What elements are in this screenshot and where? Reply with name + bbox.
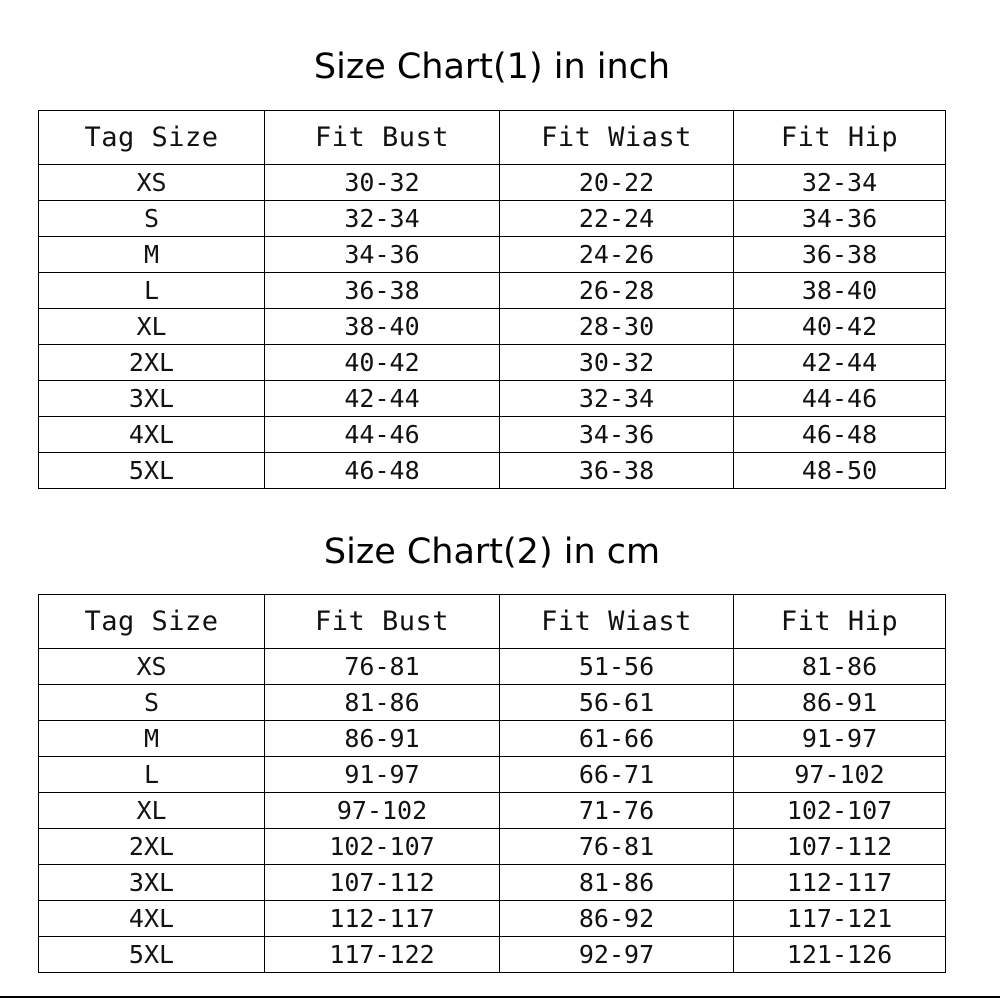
cell-fit-bust: 112-117 bbox=[265, 901, 500, 937]
cell-fit-hip: 97-102 bbox=[734, 757, 946, 793]
table-row bbox=[39, 453, 946, 489]
header-fit-bust: Fit Bust bbox=[265, 111, 500, 165]
table-row bbox=[39, 721, 946, 757]
size-chart-cm-title: Size Chart(2) in cm bbox=[323, 532, 661, 572]
cell-tag-size: M bbox=[39, 721, 265, 757]
cell-fit-waist: 34-36 bbox=[500, 417, 734, 453]
cell-fit-waist: 86-92 bbox=[500, 901, 734, 937]
cell-fit-waist: 28-30 bbox=[500, 309, 734, 345]
cell-fit-hip: 81-86 bbox=[734, 649, 946, 685]
table-row bbox=[39, 649, 946, 685]
table-row bbox=[39, 685, 946, 721]
cell-fit-waist: 61-66 bbox=[500, 721, 734, 757]
cell-fit-waist: 22-24 bbox=[500, 201, 734, 237]
header-tag-size: Tag Size bbox=[39, 595, 265, 649]
cell-fit-waist: 81-86 bbox=[500, 865, 734, 901]
size-chart-inch-table bbox=[38, 110, 946, 489]
cell-fit-bust: 34-36 bbox=[265, 237, 500, 273]
cell-tag-size: L bbox=[39, 757, 265, 793]
cell-fit-waist: 71-76 bbox=[500, 793, 734, 829]
cell-fit-hip: 36-38 bbox=[734, 237, 946, 273]
cell-fit-hip: 42-44 bbox=[734, 345, 946, 381]
bottom-divider bbox=[0, 996, 1000, 998]
cell-tag-size: S bbox=[39, 201, 265, 237]
cell-tag-size: 3XL bbox=[39, 865, 265, 901]
table-row bbox=[39, 901, 946, 937]
cell-tag-size: 4XL bbox=[39, 417, 265, 453]
cell-fit-hip: 107-112 bbox=[734, 829, 946, 865]
header-fit-hip: Fit Hip bbox=[734, 595, 946, 649]
cell-fit-hip: 46-48 bbox=[734, 417, 946, 453]
header-fit-hip: Fit Hip bbox=[734, 111, 946, 165]
cell-tag-size: XL bbox=[39, 309, 265, 345]
cell-fit-hip: 91-97 bbox=[734, 721, 946, 757]
cell-tag-size: 5XL bbox=[39, 453, 265, 489]
size-chart-inch-title: Size Chart(1) in inch bbox=[313, 47, 671, 87]
cell-fit-hip: 34-36 bbox=[734, 201, 946, 237]
cell-fit-bust: 76-81 bbox=[265, 649, 500, 685]
cell-tag-size: 2XL bbox=[39, 829, 265, 865]
cell-tag-size: 5XL bbox=[39, 937, 265, 973]
cell-fit-waist: 51-56 bbox=[500, 649, 734, 685]
cell-tag-size: XL bbox=[39, 793, 265, 829]
cell-fit-waist: 32-34 bbox=[500, 381, 734, 417]
cell-tag-size: 2XL bbox=[39, 345, 265, 381]
header-fit-bust: Fit Bust bbox=[265, 595, 500, 649]
cell-fit-hip: 102-107 bbox=[734, 793, 946, 829]
cell-fit-bust: 91-97 bbox=[265, 757, 500, 793]
table-row bbox=[39, 757, 946, 793]
cell-tag-size: 3XL bbox=[39, 381, 265, 417]
table-header-row bbox=[39, 595, 946, 649]
cell-fit-waist: 66-71 bbox=[500, 757, 734, 793]
cell-tag-size: XS bbox=[39, 165, 265, 201]
cell-tag-size: 4XL bbox=[39, 901, 265, 937]
cell-fit-bust: 117-122 bbox=[265, 937, 500, 973]
table-row bbox=[39, 201, 946, 237]
cell-fit-waist: 36-38 bbox=[500, 453, 734, 489]
cell-fit-hip: 38-40 bbox=[734, 273, 946, 309]
table-row bbox=[39, 829, 946, 865]
table-row bbox=[39, 237, 946, 273]
cell-fit-hip: 121-126 bbox=[734, 937, 946, 973]
cell-fit-bust: 44-46 bbox=[265, 417, 500, 453]
cell-tag-size: S bbox=[39, 685, 265, 721]
cell-fit-bust: 30-32 bbox=[265, 165, 500, 201]
header-fit-waist: Fit Wiast bbox=[500, 595, 734, 649]
cell-fit-hip: 117-121 bbox=[734, 901, 946, 937]
cell-fit-waist: 76-81 bbox=[500, 829, 734, 865]
cell-fit-hip: 48-50 bbox=[734, 453, 946, 489]
cell-fit-bust: 38-40 bbox=[265, 309, 500, 345]
header-tag-size: Tag Size bbox=[39, 111, 265, 165]
cell-tag-size: L bbox=[39, 273, 265, 309]
cell-fit-bust: 42-44 bbox=[265, 381, 500, 417]
table-row bbox=[39, 937, 946, 973]
table-row bbox=[39, 417, 946, 453]
cell-fit-hip: 32-34 bbox=[734, 165, 946, 201]
cell-fit-bust: 107-112 bbox=[265, 865, 500, 901]
cell-fit-hip: 86-91 bbox=[734, 685, 946, 721]
cell-fit-bust: 36-38 bbox=[265, 273, 500, 309]
cell-fit-bust: 102-107 bbox=[265, 829, 500, 865]
cell-fit-hip: 40-42 bbox=[734, 309, 946, 345]
cell-fit-waist: 30-32 bbox=[500, 345, 734, 381]
cell-fit-waist: 26-28 bbox=[500, 273, 734, 309]
cell-fit-waist: 24-26 bbox=[500, 237, 734, 273]
size-chart-cm-table bbox=[38, 594, 946, 973]
cell-fit-bust: 86-91 bbox=[265, 721, 500, 757]
cell-fit-bust: 97-102 bbox=[265, 793, 500, 829]
table-row bbox=[39, 345, 946, 381]
cell-fit-waist: 56-61 bbox=[500, 685, 734, 721]
header-fit-waist: Fit Wiast bbox=[500, 111, 734, 165]
cell-tag-size: M bbox=[39, 237, 265, 273]
cell-fit-bust: 46-48 bbox=[265, 453, 500, 489]
cell-fit-waist: 92-97 bbox=[500, 937, 734, 973]
table-header-row bbox=[39, 111, 946, 165]
cell-fit-bust: 81-86 bbox=[265, 685, 500, 721]
cell-tag-size: XS bbox=[39, 649, 265, 685]
table-row bbox=[39, 865, 946, 901]
table-row bbox=[39, 273, 946, 309]
table-row bbox=[39, 381, 946, 417]
cell-fit-hip: 112-117 bbox=[734, 865, 946, 901]
cell-fit-waist: 20-22 bbox=[500, 165, 734, 201]
table-row bbox=[39, 793, 946, 829]
table-row bbox=[39, 165, 946, 201]
cell-fit-hip: 44-46 bbox=[734, 381, 946, 417]
cell-fit-bust: 40-42 bbox=[265, 345, 500, 381]
table-row bbox=[39, 309, 946, 345]
cell-fit-bust: 32-34 bbox=[265, 201, 500, 237]
